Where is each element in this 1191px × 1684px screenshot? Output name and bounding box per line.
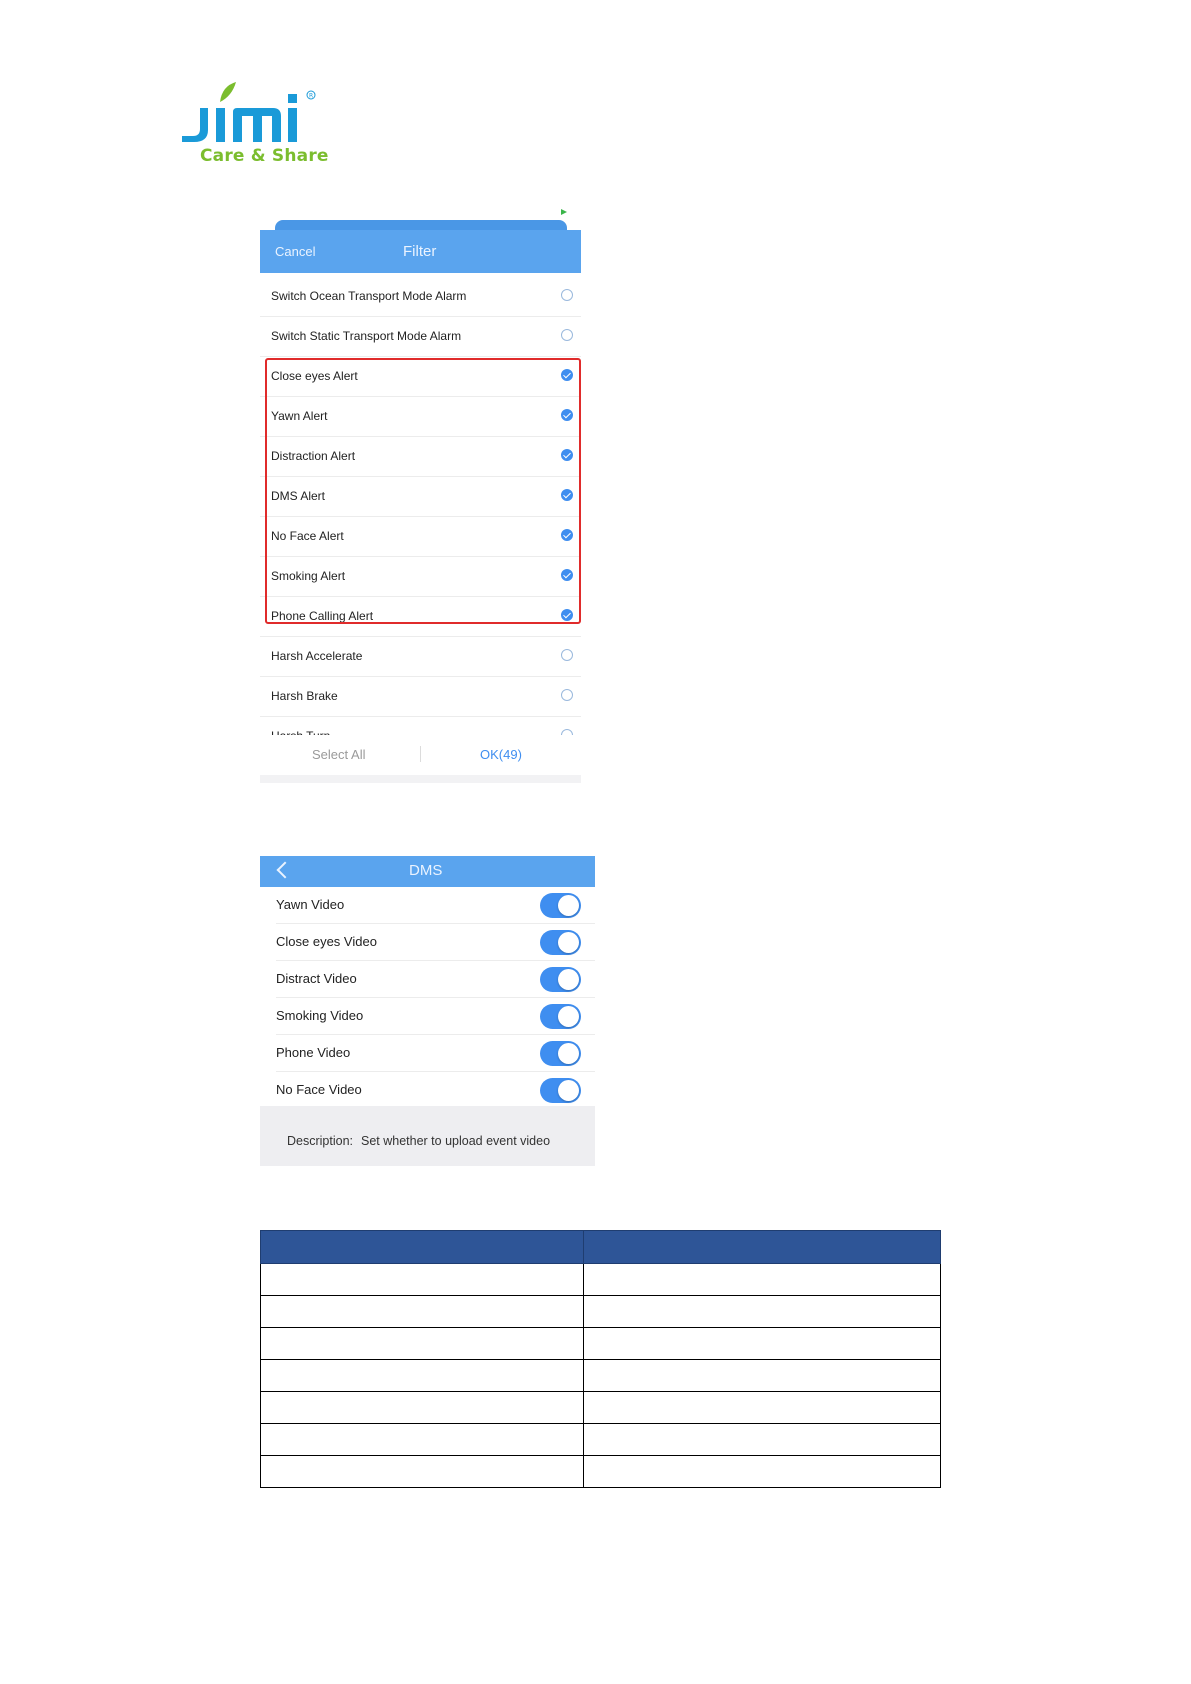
table-row — [261, 1296, 941, 1328]
table-row — [261, 1424, 941, 1456]
table-cell — [584, 1264, 941, 1296]
table-row — [261, 1328, 941, 1360]
dms-setting-row — [276, 998, 595, 1035]
filter-item[interactable] — [260, 397, 581, 437]
table-cell — [584, 1456, 941, 1488]
table-header-cell — [584, 1231, 941, 1264]
filter-item-label: Smoking Alert — [271, 569, 346, 583]
description-label: Description: — [287, 1134, 353, 1148]
filter-item[interactable] — [260, 277, 581, 317]
table-cell — [584, 1296, 941, 1328]
filter-footer — [260, 735, 581, 783]
table-cell — [261, 1392, 584, 1424]
dms-description — [287, 1134, 550, 1148]
filter-item-label: Yawn Alert — [271, 409, 328, 423]
dms-setting-row — [276, 1072, 595, 1109]
filter-item[interactable] — [260, 597, 581, 637]
dms-header — [260, 856, 595, 887]
ok-button[interactable]: OK(49) — [480, 747, 522, 762]
dms-setting-row — [276, 924, 595, 961]
table-cell — [584, 1424, 941, 1456]
table-header-cell — [261, 1231, 584, 1264]
dms-setting-row — [276, 961, 595, 998]
table-cell — [261, 1296, 584, 1328]
dms-list — [260, 887, 595, 1109]
filter-item[interactable] — [260, 317, 581, 357]
table-row — [261, 1456, 941, 1488]
logo-tagline: Care & Share — [200, 146, 329, 166]
table-cell — [261, 1360, 584, 1392]
filter-item-label: Switch Static Transport Mode Alarm — [271, 329, 462, 343]
dms-setting-row — [276, 1035, 595, 1072]
description-text: Set whether to upload event video — [361, 1134, 551, 1148]
dms-screen — [260, 856, 595, 1166]
back-chevron-icon[interactable] — [277, 862, 294, 879]
table-cell — [261, 1328, 584, 1360]
unchecked-circle-icon[interactable] — [561, 289, 573, 301]
filter-item[interactable] — [260, 637, 581, 677]
footer-divider — [420, 746, 421, 762]
table-header-row — [261, 1231, 941, 1264]
filter-item-label: No Face Alert — [271, 529, 344, 543]
filter-item[interactable] — [260, 437, 581, 477]
table-cell — [261, 1456, 584, 1488]
toggle-switch[interactable] — [540, 1041, 581, 1066]
filter-item-label: Harsh Brake — [271, 689, 338, 703]
toggle-switch[interactable] — [540, 967, 581, 992]
cancel-button[interactable]: Cancel — [275, 244, 316, 259]
table-cell — [584, 1328, 941, 1360]
small-arrow-mark — [561, 202, 567, 208]
select-all-button[interactable]: Select All — [312, 747, 366, 762]
filter-item[interactable] — [260, 517, 581, 557]
filter-item[interactable] — [260, 357, 581, 397]
svg-text:R: R — [309, 92, 314, 100]
dms-setting-row — [276, 887, 595, 924]
checked-circle-icon[interactable] — [561, 449, 573, 461]
table-cell — [261, 1424, 584, 1456]
filter-header — [260, 230, 581, 273]
dms-setting-label: Phone Video — [276, 1045, 351, 1060]
toggle-switch[interactable] — [540, 1078, 581, 1103]
filter-list — [260, 277, 581, 757]
dms-description-area — [260, 1106, 595, 1166]
unchecked-circle-icon[interactable] — [561, 649, 573, 661]
table-cell — [584, 1360, 941, 1392]
table-cell — [261, 1264, 584, 1296]
table-row — [261, 1264, 941, 1296]
filter-item[interactable] — [260, 557, 581, 597]
dms-setting-label: Yawn Video — [276, 897, 345, 912]
jimi-logo — [178, 82, 329, 166]
filter-item-label: Close eyes Alert — [271, 369, 358, 383]
filter-title: Filter — [403, 243, 437, 260]
filter-item-label: Phone Calling Alert — [271, 609, 374, 623]
filter-item[interactable] — [260, 677, 581, 717]
table-cell — [584, 1392, 941, 1424]
checked-circle-icon[interactable] — [561, 489, 573, 501]
checked-circle-icon[interactable] — [561, 529, 573, 541]
dms-setting-label: Distract Video — [276, 971, 357, 986]
unchecked-circle-icon[interactable] — [561, 689, 573, 701]
unchecked-circle-icon[interactable] — [561, 329, 573, 341]
filter-item[interactable] — [260, 477, 581, 517]
checked-circle-icon[interactable] — [561, 369, 573, 381]
table-row — [261, 1392, 941, 1424]
dms-setting-label: No Face Video — [276, 1082, 362, 1097]
toggle-switch[interactable] — [540, 1004, 581, 1029]
checked-circle-icon[interactable] — [561, 609, 573, 621]
checked-circle-icon[interactable] — [561, 569, 573, 581]
toggle-switch[interactable] — [540, 893, 581, 918]
jimi-wordmark-icon — [178, 82, 328, 148]
toggle-switch[interactable] — [540, 930, 581, 955]
dms-setting-label: Close eyes Video — [276, 934, 377, 949]
filter-item-label: Distraction Alert — [271, 449, 356, 463]
document-table — [260, 1230, 941, 1488]
dms-setting-label: Smoking Video — [276, 1008, 364, 1023]
filter-item-label: Switch Ocean Transport Mode Alarm — [271, 289, 467, 303]
filter-item-label: Harsh Accelerate — [271, 649, 363, 663]
table-row — [261, 1360, 941, 1392]
checked-circle-icon[interactable] — [561, 409, 573, 421]
filter-item-label: DMS Alert — [271, 489, 326, 503]
dms-title: DMS — [409, 862, 443, 879]
filter-screen — [260, 220, 581, 780]
